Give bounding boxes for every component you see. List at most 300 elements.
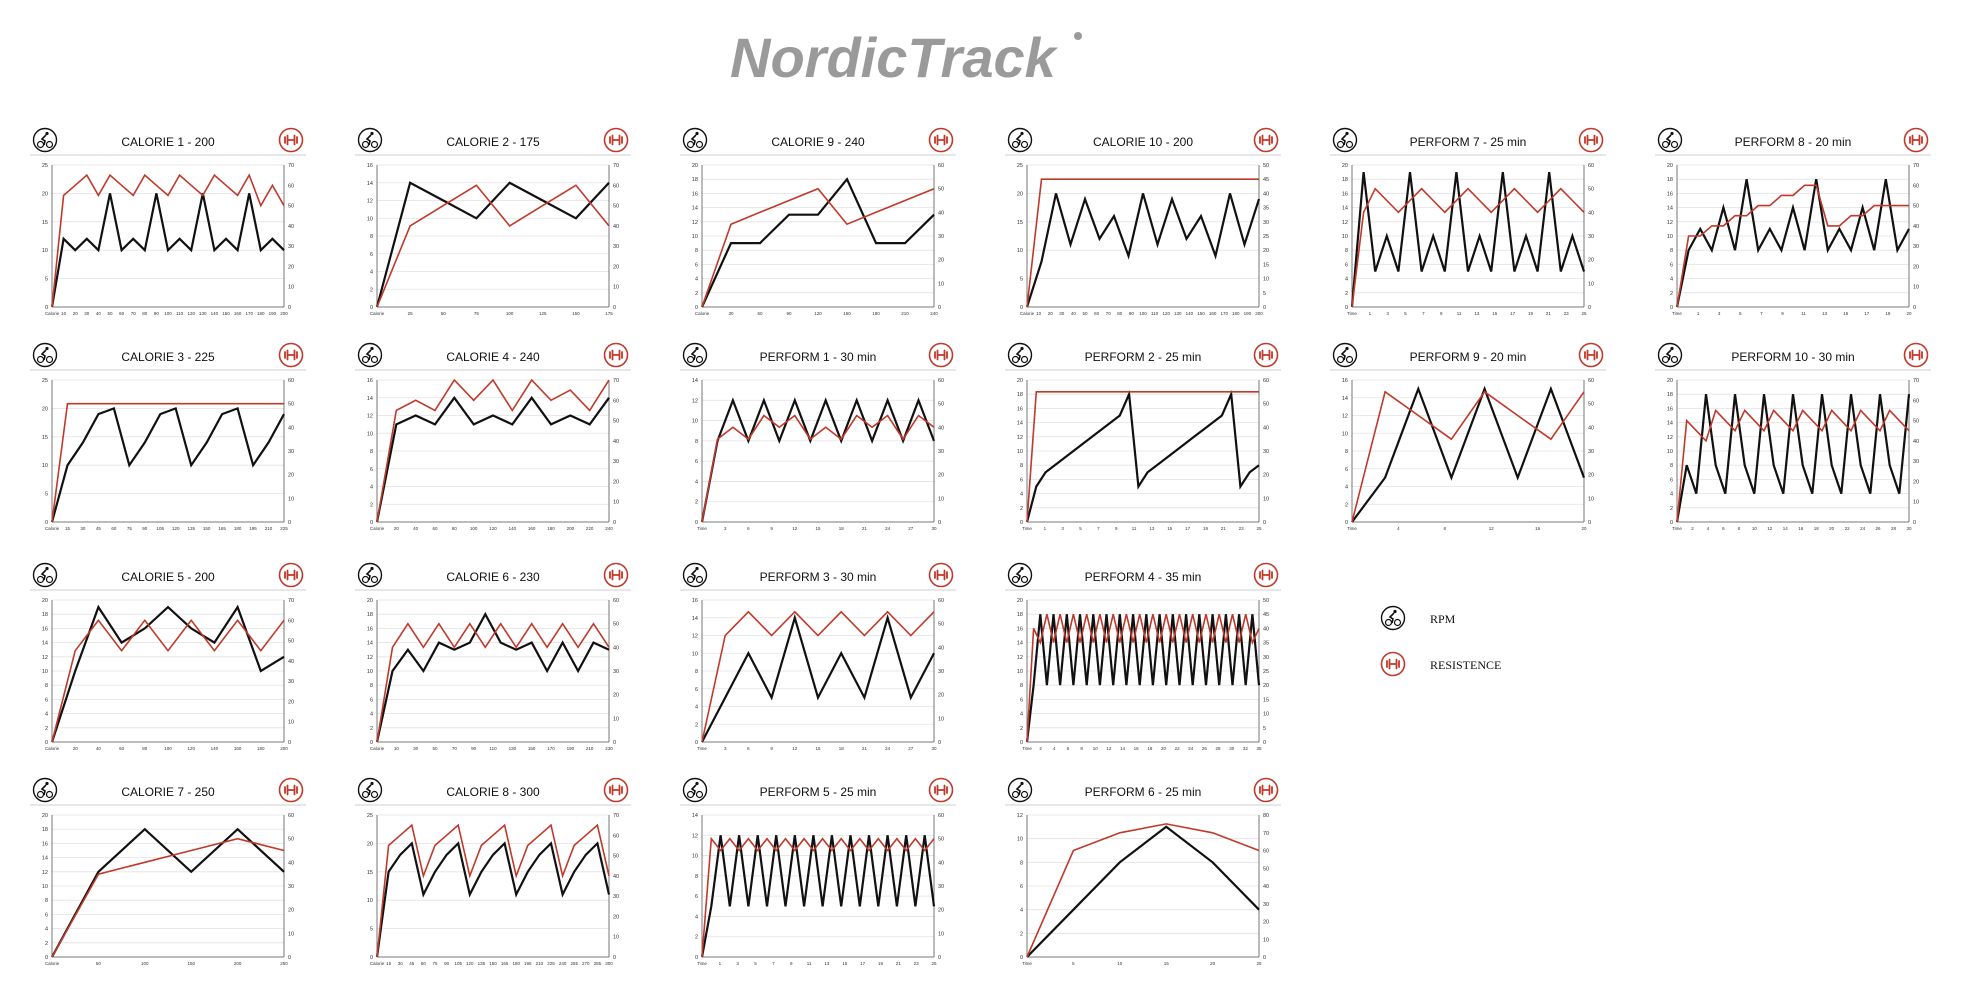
x-tick-label: 40 — [95, 746, 101, 751]
y-tick-label: 15 — [41, 434, 48, 441]
x-tick-label: 9 — [770, 526, 773, 531]
x-tick-label: Time — [1022, 746, 1032, 751]
chart-panel-calorie-8-300 — [355, 775, 631, 980]
y2-tick-label: 60 — [613, 598, 620, 604]
y2-tick-label: 10 — [1263, 276, 1270, 283]
x-tick-label: 22 — [1844, 526, 1850, 531]
x-tick-label: 9 — [1439, 311, 1443, 316]
resistance-line — [52, 839, 284, 957]
x-tick-label: 12 — [792, 526, 798, 531]
x-tick-label: 27 — [908, 746, 914, 751]
y2-tick-label: 50 — [1913, 203, 1920, 210]
y-tick-label: 6 — [694, 459, 698, 466]
resistance-line — [377, 185, 609, 307]
y2-tick-label: 40 — [1588, 210, 1595, 217]
y-tick-label: 12 — [691, 633, 698, 640]
x-tick-label: Calorie — [44, 526, 60, 531]
y2-tick-label: 50 — [613, 853, 620, 860]
y-tick-label: 16 — [1016, 406, 1023, 413]
x-tick-label: Calorie — [44, 311, 60, 316]
rpm-line — [52, 607, 284, 742]
y2-tick-label: 40 — [938, 210, 945, 217]
y-tick-label: 6 — [1344, 466, 1348, 473]
x-tick-label: 4 — [1706, 526, 1710, 531]
y2-tick-label: 60 — [288, 378, 295, 384]
y-tick-label: 14 — [1016, 640, 1023, 647]
chart-title: CALORIE 3 - 225 — [121, 350, 215, 364]
y2-tick-label: 60 — [613, 833, 620, 840]
y-tick-label: 2 — [1344, 290, 1348, 297]
resistance-line — [1352, 392, 1584, 522]
x-tick-label: 150 — [489, 961, 497, 966]
chart-panel-calorie-2-175 — [355, 125, 631, 330]
y2-tick-label: 40 — [613, 873, 620, 880]
y-tick-label: 14 — [691, 378, 698, 384]
x-tick-label: 8 — [1443, 526, 1447, 531]
chart-panel-calorie-4-240 — [355, 340, 631, 545]
y2-tick-label: 0 — [938, 740, 942, 746]
y2-tick-label: 20 — [1263, 683, 1270, 690]
x-tick-label: 12 — [1488, 526, 1494, 531]
y2-tick-label: 10 — [938, 716, 945, 723]
y2-tick-label: 50 — [1913, 418, 1920, 425]
y-tick-label: 4 — [694, 479, 698, 486]
x-tick-label: 3 — [1717, 311, 1721, 316]
y-tick-label: 4 — [1019, 491, 1023, 498]
y2-tick-label: 60 — [938, 163, 945, 169]
y-tick-label: 16 — [366, 378, 373, 384]
y-tick-label: 25 — [41, 378, 48, 384]
y2-tick-label: 20 — [288, 699, 295, 706]
x-tick-label: 100 — [505, 311, 514, 316]
y2-tick-label: 20 — [938, 257, 945, 264]
y2-tick-label: 0 — [288, 520, 292, 526]
y2-tick-label: 40 — [613, 223, 620, 230]
y2-tick-label: 40 — [1263, 626, 1270, 633]
y-tick-label: 16 — [1666, 406, 1673, 413]
x-tick-label: 24 — [1188, 746, 1194, 751]
y-tick-label: 16 — [366, 163, 373, 169]
x-tick-label: 1 — [718, 961, 722, 966]
y2-tick-label: 60 — [613, 398, 620, 405]
x-tick-label: 190 — [1243, 311, 1252, 316]
y2-tick-label: 60 — [288, 183, 295, 190]
x-tick-label: 15 — [386, 961, 392, 966]
chart-title: PERFORM 5 - 25 min — [759, 785, 877, 799]
x-tick-label: 19 — [877, 961, 883, 966]
y2-tick-label: 30 — [288, 679, 295, 686]
x-tick-label: Calorie — [44, 746, 60, 751]
x-tick-label: 30 — [1906, 526, 1912, 531]
y2-tick-label: 50 — [1588, 186, 1595, 193]
y2-tick-label: 30 — [938, 234, 945, 240]
x-tick-label: 19 — [1202, 526, 1208, 531]
y2-tick-label: 15 — [1263, 262, 1270, 269]
x-tick-label: 21 — [895, 961, 901, 966]
resistance-line — [1027, 179, 1259, 307]
x-tick-label: 10 — [1092, 746, 1098, 751]
resistance-line — [1677, 410, 1909, 522]
rpm-line — [702, 179, 934, 307]
x-tick-label: 21 — [861, 526, 867, 531]
x-tick-label: 140 — [210, 746, 219, 751]
y2-tick-label: 50 — [613, 418, 620, 425]
chart-plot — [1005, 560, 1281, 765]
y2-tick-label: 10 — [938, 931, 945, 938]
x-tick-label: 150 — [187, 961, 195, 966]
y-tick-label: 4 — [1344, 276, 1348, 283]
x-tick-label: 160 — [233, 746, 242, 751]
x-tick-label: 2 — [1039, 746, 1042, 751]
x-tick-label: 25 — [1256, 526, 1262, 531]
x-tick-label: 175 — [605, 311, 613, 316]
x-tick-label: 10 — [1036, 311, 1042, 316]
x-tick-label: 120 — [489, 526, 497, 531]
y2-tick-label: 0 — [1263, 955, 1267, 961]
y2-tick-label: 20 — [613, 914, 620, 921]
y2-tick-label: 30 — [1263, 654, 1270, 661]
x-tick-label: Time — [1347, 526, 1357, 531]
y-tick-label: 0 — [1344, 305, 1348, 311]
x-tick-label: 105 — [454, 961, 462, 966]
y2-tick-label: 50 — [1263, 598, 1270, 604]
y-tick-label: 14 — [1341, 205, 1348, 212]
y-tick-label: 12 — [691, 833, 698, 840]
x-tick-label: 26 — [1201, 746, 1207, 751]
x-tick-label: 6 — [747, 526, 750, 531]
y-tick-label: 10 — [691, 418, 698, 425]
x-tick-label: 7 — [1097, 526, 1100, 531]
x-tick-label: 20 — [1829, 526, 1835, 531]
x-tick-label: 3 — [723, 526, 727, 531]
y-tick-label: 6 — [1344, 262, 1348, 269]
y2-tick-label: 0 — [613, 520, 617, 526]
y-tick-label: 2 — [694, 499, 698, 506]
y-tick-label: 20 — [41, 813, 48, 819]
x-tick-label: 180 — [547, 526, 555, 531]
rpm-line — [377, 614, 609, 742]
x-tick-label: 160 — [1208, 311, 1217, 316]
y-tick-label: 20 — [366, 841, 373, 848]
y2-tick-label: 60 — [938, 813, 945, 819]
x-tick-label: 130 — [1174, 311, 1182, 316]
x-tick-label: 13 — [1474, 311, 1480, 316]
rpm-line — [377, 398, 609, 522]
x-tick-label: 23 — [913, 961, 919, 966]
y-tick-label: 20 — [1016, 378, 1023, 384]
y-tick-label: 6 — [44, 697, 48, 704]
y2-tick-label: 10 — [1263, 711, 1270, 718]
x-tick-label: 20 — [1210, 961, 1216, 966]
y2-tick-label: 0 — [938, 520, 942, 526]
rpm-line — [1027, 394, 1259, 522]
chart-title: PERFORM 3 - 30 min — [759, 570, 877, 584]
y2-tick-label: 50 — [288, 836, 295, 843]
legend-item-rpm — [1380, 605, 1620, 633]
x-tick-label: 17 — [1864, 311, 1870, 316]
y-tick-label: 12 — [1341, 413, 1348, 420]
x-tick-label: 200 — [233, 961, 242, 966]
y2-tick-label: 70 — [1913, 163, 1920, 169]
x-tick-label: 9 — [770, 746, 773, 751]
y-tick-label: 4 — [1669, 276, 1673, 283]
x-tick-label: Calorie — [369, 526, 385, 531]
x-tick-label: 15 — [1843, 311, 1849, 316]
y-tick-label: 14 — [691, 615, 698, 622]
y2-tick-label: 50 — [938, 621, 945, 628]
y-tick-label: 20 — [366, 598, 373, 604]
y-tick-label: 4 — [694, 276, 698, 283]
x-tick-label: 30 — [413, 746, 419, 751]
x-tick-label: 24 — [885, 526, 891, 531]
y2-tick-label: 50 — [288, 638, 295, 645]
y2-tick-label: 40 — [938, 425, 945, 432]
x-tick-label: 20 — [72, 311, 78, 316]
y-tick-label: 10 — [1666, 449, 1673, 455]
y2-tick-label: 70 — [613, 813, 620, 819]
x-tick-label: 120 — [171, 526, 180, 531]
chart-title: PERFORM 7 - 25 min — [1409, 135, 1527, 149]
x-tick-label: 200 — [566, 526, 575, 531]
y2-tick-label: 0 — [1913, 520, 1917, 526]
x-tick-label: 13 — [1822, 311, 1828, 316]
y2-tick-label: 70 — [288, 163, 295, 169]
chart-panel-perform-9-20-min — [1330, 340, 1606, 545]
y2-tick-label: 40 — [613, 438, 620, 445]
y-tick-label: 12 — [41, 869, 48, 876]
y-tick-label: 6 — [1019, 884, 1023, 890]
x-tick-label: 190 — [268, 311, 277, 316]
x-tick-label: 19 — [1527, 311, 1533, 316]
y-tick-label: 2 — [44, 725, 48, 732]
x-tick-label: 4 — [1053, 746, 1056, 751]
x-tick-label: 195 — [524, 961, 532, 966]
y2-tick-label: 10 — [613, 284, 620, 291]
x-tick-label: 135 — [187, 526, 195, 531]
y-tick-label: 8 — [694, 669, 698, 675]
x-tick-label: 15 — [1163, 961, 1169, 966]
y2-tick-label: 40 — [1263, 191, 1270, 198]
x-tick-label: 15 — [64, 526, 70, 531]
y-tick-label: 0 — [369, 955, 373, 961]
y2-tick-label: 60 — [1913, 398, 1920, 405]
y2-tick-label: 10 — [938, 496, 945, 503]
y2-tick-label: 10 — [288, 284, 295, 291]
y-tick-label: 6 — [1669, 477, 1673, 484]
x-tick-label: Time — [697, 746, 707, 751]
x-tick-label: 180 — [257, 311, 265, 316]
x-tick-label: Calorie — [694, 311, 710, 316]
chart-plot — [680, 775, 956, 980]
x-tick-label: 40 — [1070, 311, 1076, 316]
y-tick-label: 15 — [366, 869, 373, 876]
y2-tick-label: 30 — [288, 244, 295, 251]
chart-plot — [1655, 125, 1931, 330]
x-tick-label: 160 — [527, 526, 536, 531]
chart-panel-calorie-1-200 — [30, 125, 306, 330]
y-tick-label: 2 — [369, 502, 373, 509]
x-tick-label: 25 — [1256, 961, 1262, 966]
x-tick-label: 45 — [95, 526, 101, 531]
chart-plot — [355, 125, 631, 330]
y2-tick-label: 15 — [1263, 697, 1270, 704]
y-tick-label: 0 — [44, 305, 48, 311]
x-tick-label: 285 — [593, 961, 602, 966]
chart-plot — [30, 775, 306, 980]
y2-tick-label: 0 — [1263, 305, 1267, 311]
x-tick-label: 190 — [566, 746, 575, 751]
y2-tick-label: 60 — [288, 813, 295, 819]
x-tick-label: 100 — [164, 746, 172, 751]
y2-tick-label: 60 — [1263, 848, 1270, 855]
x-tick-label: 50 — [107, 311, 113, 316]
x-tick-label: 210 — [901, 311, 909, 316]
y2-tick-label: 30 — [613, 244, 620, 251]
x-tick-label: 150 — [572, 311, 580, 316]
x-tick-label: 50 — [1082, 311, 1088, 316]
y2-tick-label: 25 — [1263, 669, 1270, 675]
x-tick-label: 80 — [1117, 311, 1123, 316]
x-tick-label: 15 — [815, 526, 821, 531]
x-tick-label: 5 — [1739, 311, 1742, 316]
y2-tick-label: 0 — [288, 955, 292, 961]
y-tick-label: 15 — [1016, 219, 1023, 226]
x-tick-label: 21 — [1220, 526, 1226, 531]
x-tick-label: 9 — [1781, 311, 1784, 316]
y2-tick-label: 70 — [613, 163, 620, 169]
y2-tick-label: 0 — [1588, 520, 1592, 526]
y-tick-label: 14 — [366, 395, 373, 402]
y-tick-label: 4 — [1344, 484, 1348, 491]
x-tick-label: 16 — [1798, 526, 1804, 531]
y-tick-label: 5 — [44, 491, 48, 498]
y-tick-label: 8 — [1019, 860, 1023, 867]
y-tick-label: 20 — [1666, 163, 1673, 169]
x-tick-label: 25 — [1581, 311, 1587, 316]
x-tick-label: 240 — [558, 961, 567, 966]
y-tick-label: 2 — [1669, 505, 1673, 512]
x-tick-label: 5 — [1079, 526, 1082, 531]
x-tick-label: Time — [697, 526, 707, 531]
y2-tick-label: 60 — [1913, 183, 1920, 190]
y-tick-label: 6 — [369, 466, 373, 473]
chart-plot — [1330, 125, 1606, 330]
y2-tick-label: 70 — [288, 598, 295, 604]
chart-title: CALORIE 1 - 200 — [121, 135, 215, 149]
chart-title: CALORIE 5 - 200 — [121, 570, 215, 584]
y2-tick-label: 60 — [613, 183, 620, 190]
y-tick-label: 12 — [1666, 434, 1673, 441]
y2-tick-label: 50 — [1263, 866, 1270, 873]
y2-tick-label: 0 — [1588, 305, 1592, 311]
y2-tick-label: 50 — [613, 621, 620, 628]
x-tick-label: 180 — [1232, 311, 1240, 316]
y-tick-label: 4 — [369, 711, 373, 718]
chart-panel-perform-5-25-min — [680, 775, 956, 980]
x-tick-label: 9 — [1114, 526, 1118, 531]
y2-tick-label: 60 — [288, 618, 295, 625]
x-tick-label: 15 — [842, 961, 848, 966]
y2-tick-label: 20 — [938, 472, 945, 479]
y2-tick-label: 40 — [1913, 438, 1920, 445]
y-tick-label: 16 — [691, 598, 698, 604]
y-tick-label: 0 — [1019, 955, 1023, 961]
y-tick-label: 25 — [366, 813, 373, 819]
x-tick-label: 150 — [202, 526, 211, 531]
y2-tick-label: 30 — [938, 449, 945, 455]
y2-tick-label: 50 — [1263, 163, 1270, 169]
y-tick-label: 5 — [1019, 276, 1023, 283]
y-tick-label: 6 — [694, 686, 698, 693]
y2-tick-label: 50 — [613, 203, 620, 210]
y-tick-label: 6 — [1019, 477, 1023, 484]
chart-title: CALORIE 10 - 200 — [1092, 135, 1194, 149]
x-tick-label: 60 — [119, 311, 125, 316]
y2-tick-label: 20 — [288, 907, 295, 914]
y-tick-label: 4 — [369, 484, 373, 491]
y-tick-label: 10 — [1016, 449, 1023, 455]
y-tick-label: 14 — [1666, 205, 1673, 212]
y-tick-label: 8 — [369, 683, 373, 690]
x-tick-label: 23 — [1563, 311, 1569, 316]
y-tick-label: 18 — [41, 612, 48, 619]
x-tick-label: Time — [1022, 961, 1032, 966]
y-tick-label: 20 — [1016, 191, 1023, 198]
y2-tick-label: 20 — [613, 264, 620, 271]
legend-label-resistance: RESISTENCE — [1430, 658, 1502, 672]
y-tick-label: 4 — [1019, 907, 1023, 914]
y-tick-label: 14 — [41, 855, 48, 862]
y2-tick-label: 10 — [288, 931, 295, 938]
x-tick-label: 165 — [500, 961, 509, 966]
y-tick-label: 2 — [1019, 725, 1023, 732]
x-tick-label: 15 — [1492, 311, 1498, 316]
y-tick-label: 6 — [694, 894, 698, 901]
y-tick-label: 6 — [44, 912, 48, 919]
x-tick-label: 120 — [187, 746, 195, 751]
x-tick-label: 10 — [393, 746, 399, 751]
x-tick-label: 45 — [409, 961, 415, 966]
y2-tick-label: 70 — [1913, 378, 1920, 384]
y2-tick-label: 40 — [288, 658, 295, 665]
y2-tick-label: 30 — [288, 449, 295, 455]
x-tick-label: 80 — [142, 311, 148, 316]
y-tick-label: 12 — [1666, 219, 1673, 226]
x-tick-label: Time — [697, 961, 707, 966]
y-tick-label: 8 — [1019, 683, 1023, 690]
chart-title: CALORIE 9 - 240 — [771, 135, 865, 149]
x-tick-label: 12 — [1106, 746, 1112, 751]
y2-tick-label: 30 — [1913, 459, 1920, 466]
y2-tick-label: 5 — [1263, 725, 1267, 732]
y-tick-label: 14 — [1016, 420, 1023, 427]
chart-panel-perform-3-30-min — [680, 560, 956, 765]
y-tick-label: 16 — [41, 626, 48, 633]
chart-panel-calorie-9-240 — [680, 125, 956, 330]
y2-tick-label: 20 — [613, 692, 620, 699]
y2-tick-label: 10 — [1588, 496, 1595, 503]
x-tick-label: 25 — [407, 311, 413, 316]
x-tick-label: 10 — [61, 311, 67, 316]
chart-plot — [1005, 775, 1281, 980]
y2-tick-label: 30 — [938, 669, 945, 675]
y-tick-label: 14 — [691, 813, 698, 819]
y2-tick-label: 20 — [1263, 248, 1270, 255]
y-tick-label: 18 — [1016, 392, 1023, 399]
x-tick-label: 200 — [1255, 311, 1263, 316]
y-tick-label: 16 — [1666, 191, 1673, 198]
y-tick-label: 12 — [366, 413, 373, 420]
